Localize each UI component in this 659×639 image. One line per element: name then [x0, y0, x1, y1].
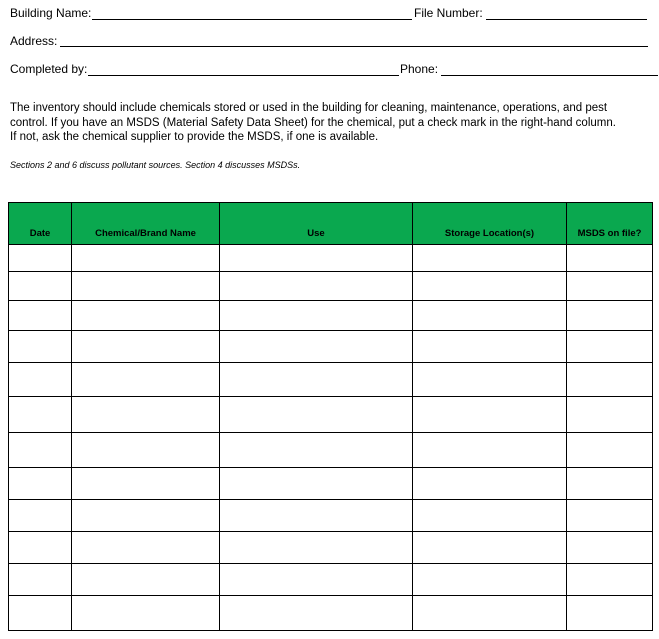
storage-location-cell[interactable]: [413, 433, 567, 468]
address-field[interactable]: [60, 46, 648, 47]
instructions-line-3: If not, ask the chemical supplier to provide the MSDS, if one is available.: [10, 131, 379, 143]
use-cell[interactable]: [220, 301, 413, 331]
storage-location-cell[interactable]: [413, 301, 567, 331]
completed-by-label: Completed by:: [10, 62, 88, 76]
storage-location-cell[interactable]: [413, 245, 567, 272]
table-row: [9, 433, 653, 468]
date-cell[interactable]: [9, 397, 72, 433]
msds-on-file-cell[interactable]: [567, 564, 653, 596]
table-row: [9, 596, 653, 631]
table-row: [9, 272, 653, 301]
storage-location-cell[interactable]: [413, 500, 567, 532]
column-header-use: Use: [220, 203, 413, 245]
use-cell[interactable]: [220, 468, 413, 500]
date-cell[interactable]: [9, 433, 72, 468]
storage-location-cell[interactable]: [413, 272, 567, 301]
table-row: [9, 500, 653, 532]
msds-on-file-cell[interactable]: [567, 532, 653, 564]
table-row: [9, 245, 653, 272]
column-header-date: Date: [9, 203, 72, 245]
msds-on-file-cell[interactable]: [567, 272, 653, 301]
chemical-brand-name-cell[interactable]: [72, 564, 220, 596]
address-label: Address:: [10, 34, 58, 48]
msds-on-file-cell[interactable]: [567, 468, 653, 500]
msds-on-file-cell[interactable]: [567, 245, 653, 272]
use-cell[interactable]: [220, 331, 413, 363]
use-cell[interactable]: [220, 245, 413, 272]
msds-on-file-cell[interactable]: [567, 500, 653, 532]
chemical-brand-name-cell[interactable]: [72, 500, 220, 532]
msds-on-file-cell[interactable]: [567, 301, 653, 331]
chemical-brand-name-cell[interactable]: [72, 397, 220, 433]
table-row: [9, 564, 653, 596]
use-cell[interactable]: [220, 363, 413, 397]
msds-on-file-cell[interactable]: [567, 596, 653, 631]
table-body: [9, 245, 653, 631]
date-cell[interactable]: [9, 331, 72, 363]
date-cell[interactable]: [9, 564, 72, 596]
chemical-brand-name-cell[interactable]: [72, 433, 220, 468]
instructions-paragraph: [10, 101, 650, 145]
msds-on-file-cell[interactable]: [567, 363, 653, 397]
table-row: [9, 363, 653, 397]
chemical-brand-name-cell[interactable]: [72, 301, 220, 331]
date-cell[interactable]: [9, 500, 72, 532]
table-row: [9, 532, 653, 564]
use-cell[interactable]: [220, 397, 413, 433]
use-cell[interactable]: [220, 564, 413, 596]
instructions-line-1: The inventory should include chemicals stored or used in the building for cleaning, maintenance, operations, and pest: [10, 102, 608, 114]
sections-note: Sections 2 and 6 discuss pollutant sources. Section 4 discusses MSDSs.: [10, 160, 301, 170]
chemical-brand-name-cell[interactable]: [72, 468, 220, 500]
table-header-row: [9, 203, 653, 245]
building-name-field[interactable]: [92, 19, 412, 20]
storage-location-cell[interactable]: [413, 468, 567, 500]
date-cell[interactable]: [9, 596, 72, 631]
instructions-line-2: control. If you have an MSDS (Material Safety Data Sheet) for the chemical, put a check mark in the right-hand column.: [10, 116, 616, 129]
date-cell[interactable]: [9, 301, 72, 331]
file-number-label: File Number:: [414, 6, 483, 20]
msds-on-file-cell[interactable]: [567, 433, 653, 468]
use-cell[interactable]: [220, 272, 413, 301]
date-cell[interactable]: [9, 532, 72, 564]
chemical-brand-name-cell[interactable]: [72, 532, 220, 564]
msds-on-file-cell[interactable]: [567, 331, 653, 363]
storage-location-cell[interactable]: [413, 331, 567, 363]
chemical-brand-name-cell[interactable]: [72, 363, 220, 397]
column-header-storage-location: Storage Location(s): [413, 203, 567, 245]
date-cell[interactable]: [9, 468, 72, 500]
table-row: [9, 468, 653, 500]
storage-location-cell[interactable]: [413, 397, 567, 433]
building-name-label: Building Name:: [10, 6, 92, 20]
date-cell[interactable]: [9, 245, 72, 272]
chemical-brand-name-cell[interactable]: [72, 272, 220, 301]
table-row: [9, 331, 653, 363]
chemical-inventory-table: [8, 202, 653, 631]
use-cell[interactable]: [220, 500, 413, 532]
use-cell[interactable]: [220, 596, 413, 631]
use-cell[interactable]: [220, 532, 413, 564]
column-header-msds-on-file: MSDS on file?: [567, 203, 653, 245]
msds-on-file-cell[interactable]: [567, 397, 653, 433]
table-row: [9, 301, 653, 331]
use-cell[interactable]: [220, 433, 413, 468]
file-number-field[interactable]: [486, 19, 647, 20]
column-header-chemical-brand-name: Chemical/Brand Name: [72, 203, 220, 245]
chemical-brand-name-cell[interactable]: [72, 596, 220, 631]
phone-label: Phone:: [400, 62, 439, 76]
table-row: [9, 397, 653, 433]
phone-field[interactable]: [441, 75, 658, 76]
storage-location-cell[interactable]: [413, 363, 567, 397]
storage-location-cell[interactable]: [413, 596, 567, 631]
storage-location-cell[interactable]: [413, 564, 567, 596]
storage-location-cell[interactable]: [413, 532, 567, 564]
chemical-brand-name-cell[interactable]: [72, 245, 220, 272]
date-cell[interactable]: [9, 272, 72, 301]
chemical-brand-name-cell[interactable]: [72, 331, 220, 363]
completed-by-field[interactable]: [88, 75, 399, 76]
date-cell[interactable]: [9, 363, 72, 397]
